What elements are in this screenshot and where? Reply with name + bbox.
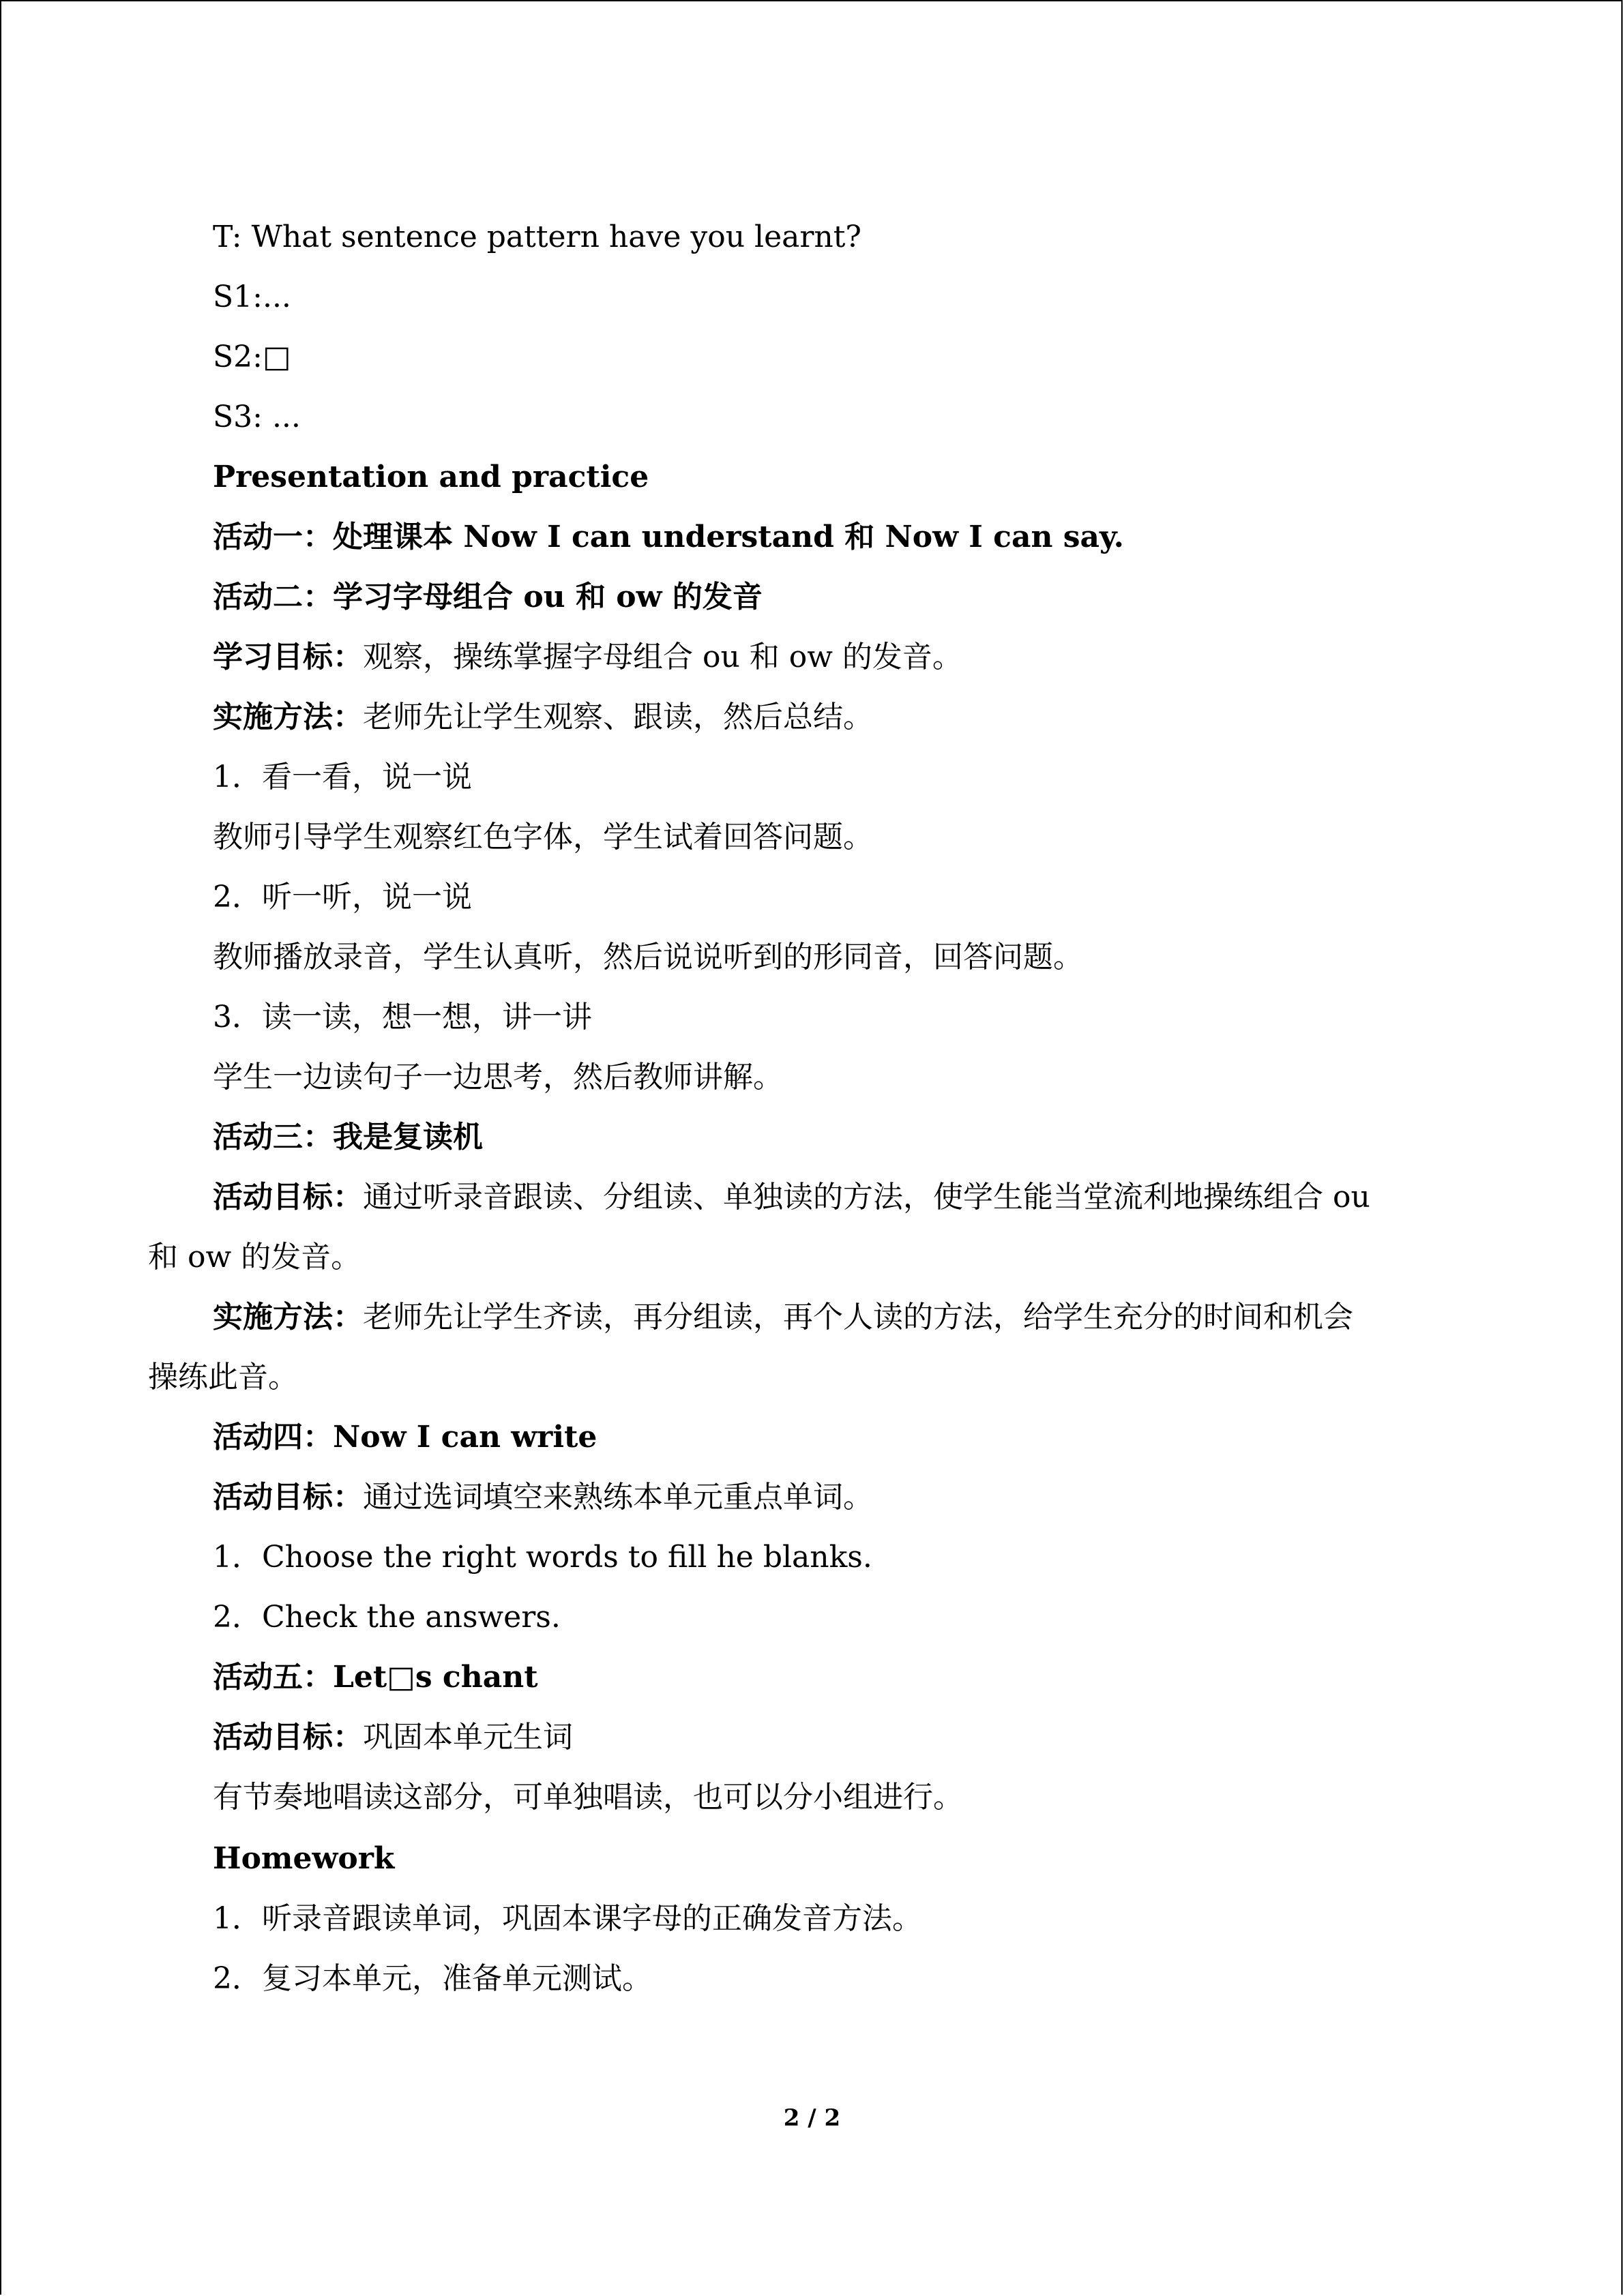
activity-2-method: [213, 698, 873, 736]
activity-1-heading: 活动一：处理课本 Now I can understand 和 Now I can say.: [213, 520, 1124, 554]
step-1-description: 教师引导学生观察红色字体，学生试着回答问题。: [213, 820, 873, 854]
goal-label: 学习目标：: [213, 640, 363, 674]
activity-4-goal: [213, 1478, 873, 1517]
step-2-title: 2．听一听，说一说: [213, 880, 472, 914]
dialogue-teacher-question: T: What sentence pattern have you learnt?: [213, 220, 862, 254]
activity-3-goal: [213, 1178, 1370, 1217]
goal-label: 活动目标：: [213, 1720, 363, 1755]
goal-text: 观察，操练掌握字母组合 ou 和 ow 的发音。: [363, 640, 962, 674]
activity-4-step-1: 1．Choose the right words to fill he blanks.: [213, 1540, 872, 1575]
activity-2-goal: [213, 638, 962, 676]
method-label: 实施方法：: [213, 1300, 363, 1335]
goal-text: 巩固本单元生词: [363, 1720, 573, 1755]
homework-item-1: 1．听录音跟读单词，巩固本课字母的正确发音方法。: [213, 1901, 922, 1936]
activity-5-goal: [213, 1718, 573, 1757]
step-3-description: 学生一边读句子一边思考，然后教师讲解。: [213, 1060, 783, 1094]
goal-label: 活动目标：: [213, 1480, 363, 1515]
method-text: 老师先让学生观察、跟读，然后总结。: [363, 700, 873, 734]
dialogue-student-3: S3: ...: [213, 400, 301, 434]
dialogue-student-2: S2:□: [213, 340, 291, 374]
goal-text: 通过选词填空来熟练本单元重点单词。: [363, 1480, 873, 1515]
activity-5-heading: 活动五：Let□s chant: [213, 1660, 538, 1695]
activity-5-description: 有节奏地唱读这部分，可单独唱读，也可以分小组进行。: [213, 1780, 963, 1815]
activity-2-heading: 活动二：学习字母组合 ou 和 ow 的发音: [213, 580, 763, 614]
method-label: 实施方法：: [213, 700, 363, 734]
step-3-title: 3．读一读，想一想，讲一讲: [213, 1000, 592, 1034]
section-heading-presentation: Presentation and practice: [213, 460, 649, 494]
homework-item-2: 2．复习本单元，准备单元测试。: [213, 1961, 652, 1996]
step-2-description: 教师播放录音，学生认真听，然后说说听到的形同音，回答问题。: [213, 940, 1083, 974]
method-text: 老师先让学生齐读，再分组读，再个人读的方法，给学生充分的时间和机会: [363, 1300, 1353, 1335]
goal-label: 活动目标：: [213, 1180, 363, 1214]
page-number: 2 / 2: [783, 2104, 841, 2132]
activity-3-method: [213, 1298, 1353, 1337]
goal-text: 通过听录音跟读、分组读、单独读的方法，使学生能当堂流利地操练组合 ou: [363, 1180, 1370, 1214]
activity-4-heading: 活动四：Now I can write: [213, 1420, 597, 1455]
dialogue-student-1: S1:...: [213, 280, 291, 314]
step-1-title: 1．看一看，说一说: [213, 760, 472, 794]
homework-heading: Homework: [213, 1841, 395, 1876]
activity-3-heading: 活动三：我是复读机: [213, 1120, 483, 1154]
activity-4-step-2: 2．Check the answers.: [213, 1600, 561, 1635]
activity-3-goal-continued: 和 ow 的发音。: [148, 1240, 361, 1274]
activity-3-method-continued: 操练此音。: [148, 1360, 298, 1395]
